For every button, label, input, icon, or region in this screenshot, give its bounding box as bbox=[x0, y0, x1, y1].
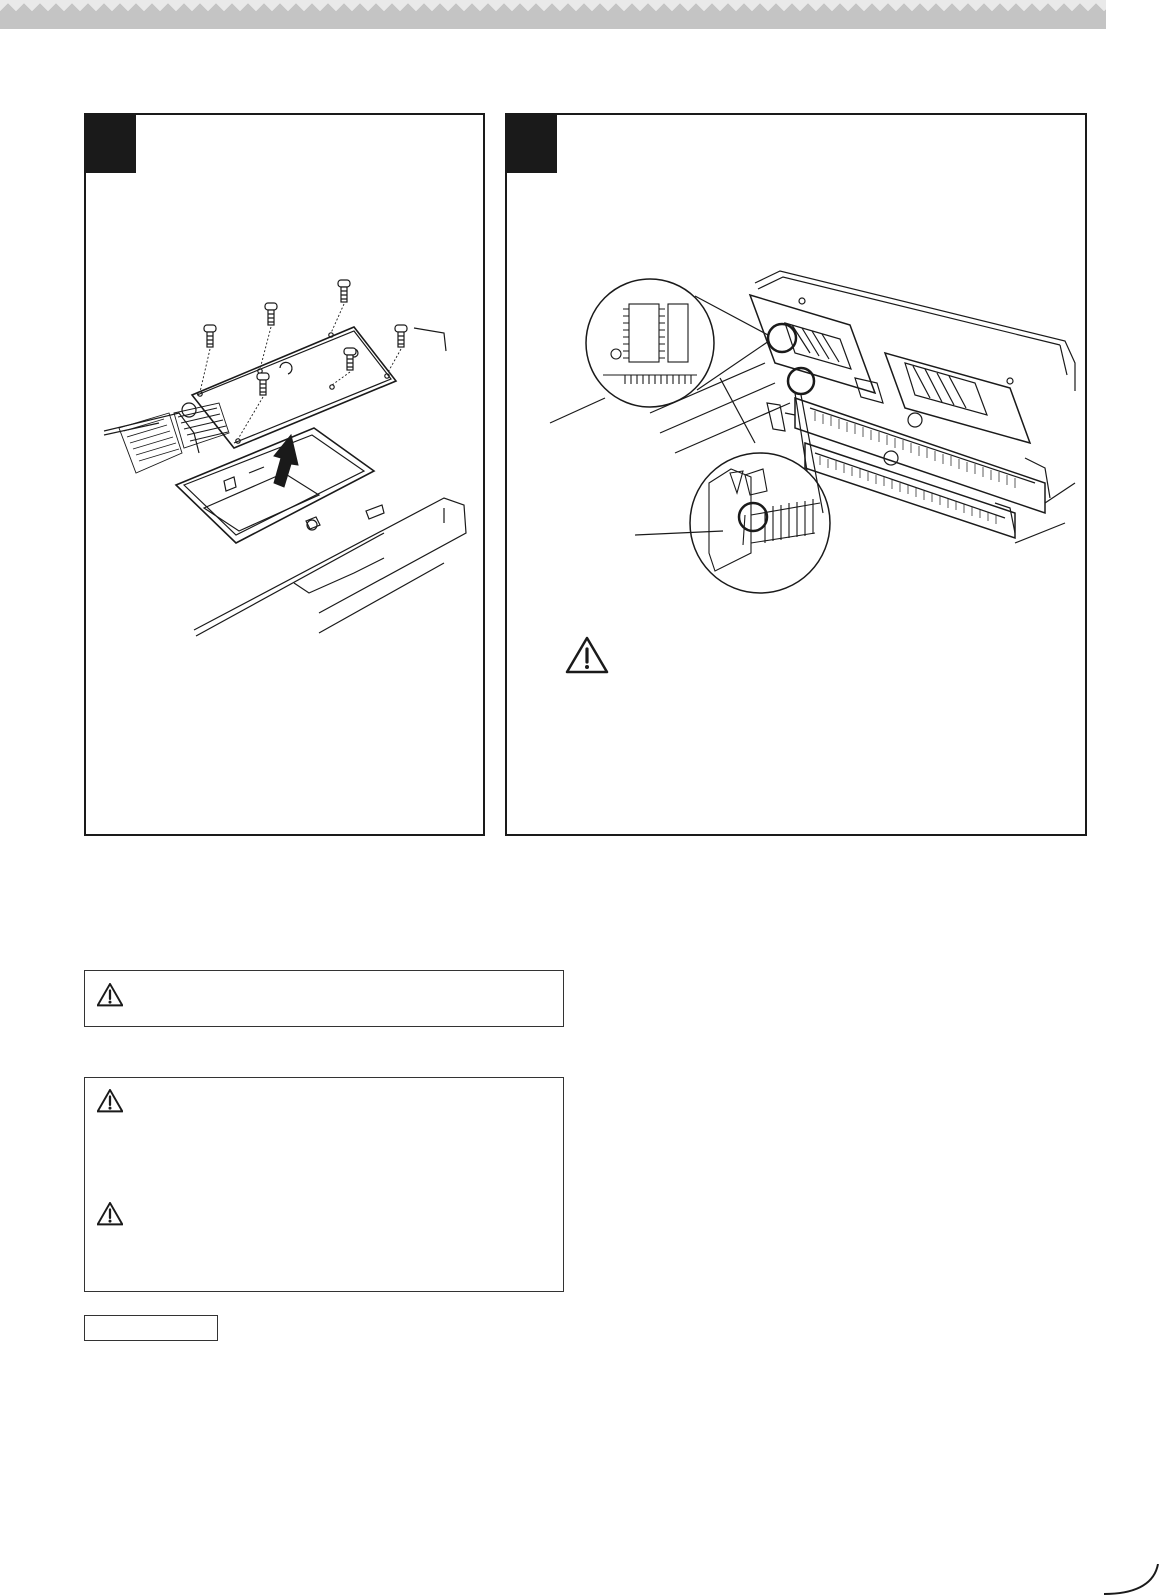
page-number-tab bbox=[1102, 1564, 1160, 1596]
caution-box-1 bbox=[84, 970, 564, 1027]
warning-icon bbox=[97, 983, 123, 1007]
cover-removal-illustration bbox=[84, 113, 485, 836]
warning-icon bbox=[97, 1202, 123, 1226]
step-2-panel bbox=[505, 113, 1087, 836]
header-pattern-band bbox=[0, 0, 1106, 29]
warning-icon bbox=[97, 1089, 123, 1113]
step-1-panel bbox=[84, 113, 485, 836]
caution-box-2 bbox=[84, 1077, 564, 1292]
warning-icon bbox=[567, 638, 607, 672]
note-label-box bbox=[84, 1315, 218, 1341]
module-insertion-illustration bbox=[505, 113, 1087, 836]
